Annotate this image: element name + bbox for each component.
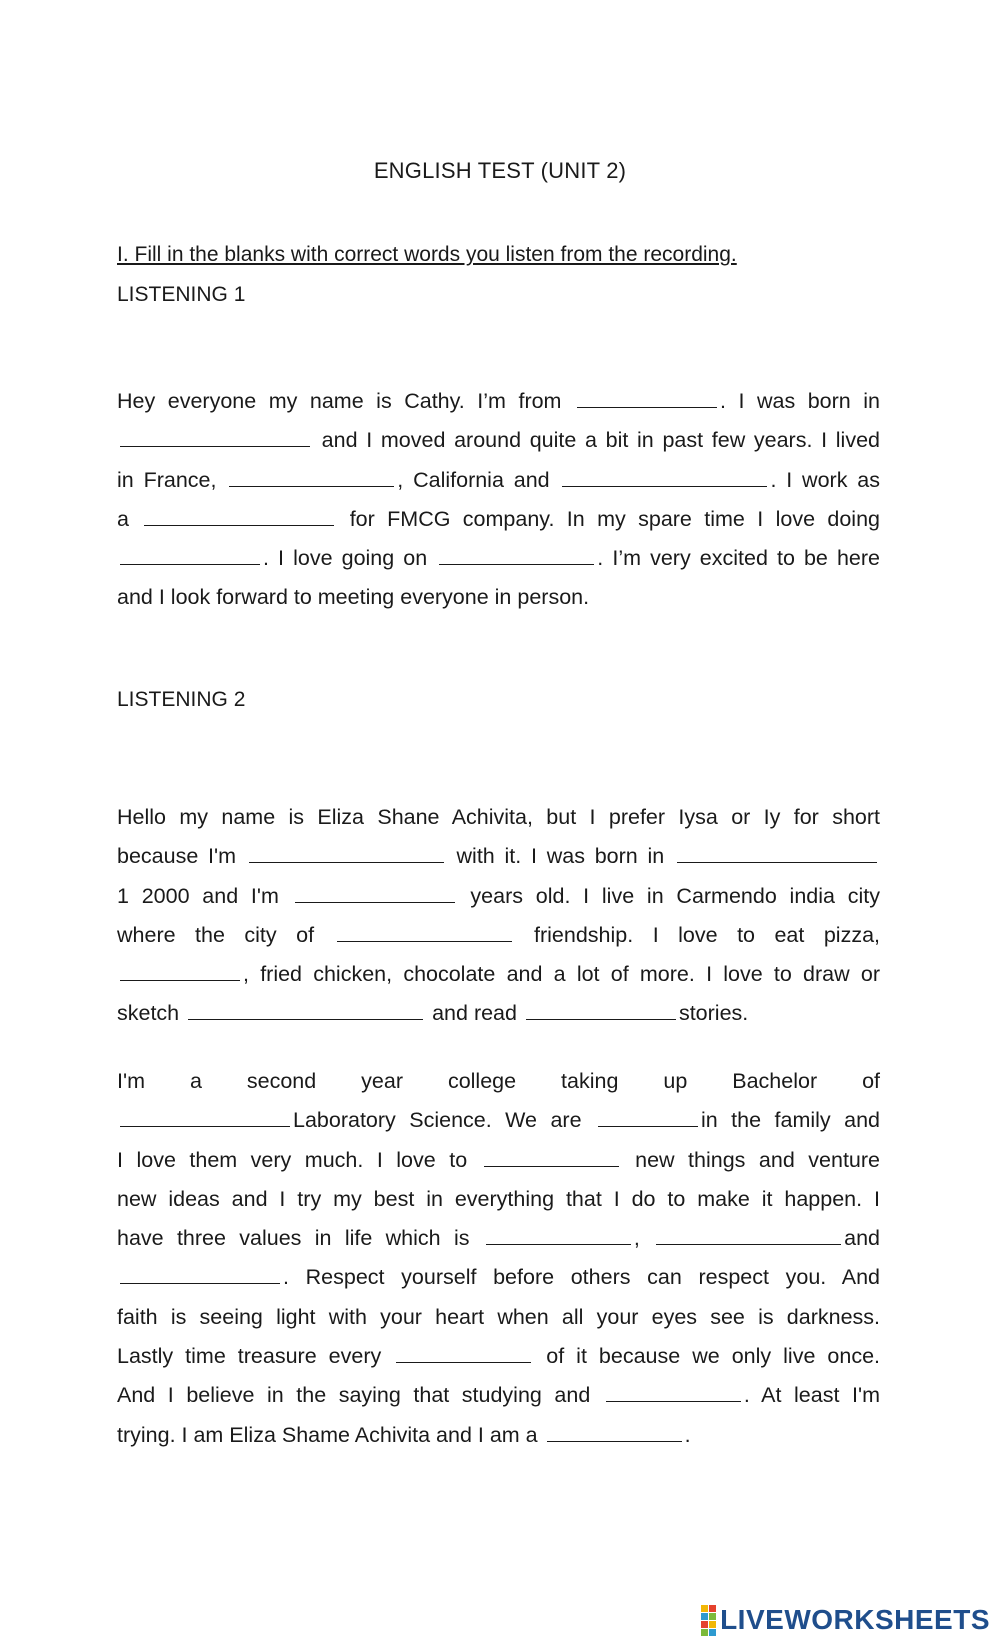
- listening-1-heading: LISTENING 1: [117, 283, 246, 306]
- text-segment: , fried chicken, chocolate and a lot of more. I love to draw or: [243, 962, 880, 987]
- logo-mark-icon: [701, 1605, 716, 1636]
- text-line: [117, 1101, 880, 1140]
- text-segment: trying. I am Eliza Shame Achivita and I am a: [117, 1422, 544, 1447]
- text-segment: . Respect yourself before others can respect you. And: [283, 1265, 880, 1290]
- answer-blank[interactable]: [606, 1383, 741, 1402]
- answer-blank[interactable]: [526, 1001, 676, 1020]
- answer-blank[interactable]: [144, 507, 334, 526]
- text-line: [117, 916, 880, 955]
- text-segment: of it because we only live once.: [534, 1344, 881, 1369]
- answer-blank[interactable]: [249, 844, 444, 863]
- text-segment: Hey everyone my name is Cathy. I’m from: [117, 389, 574, 413]
- text-segment: new ideas and I try my best in everything that I do to make it happen. I: [117, 1186, 880, 1211]
- text-segment: faith is seeing light with your heart when all your eyes see is darkness.: [117, 1304, 880, 1329]
- text-segment: Lastly time treasure every: [117, 1344, 394, 1369]
- answer-blank[interactable]: [229, 468, 394, 487]
- text-line: [117, 1337, 880, 1376]
- brand-name: LIVEWORKSHEETS: [720, 1604, 990, 1635]
- text-line: [117, 877, 880, 916]
- listening-1-passage: [117, 382, 880, 618]
- text-segment: with it. I was born in: [446, 844, 674, 869]
- text-segment: and read: [426, 1001, 523, 1026]
- text-segment: . I love going on: [263, 546, 437, 571]
- answer-blank[interactable]: [577, 389, 717, 408]
- answer-blank[interactable]: [120, 1108, 290, 1127]
- text-segment: . At least I'm: [743, 1383, 880, 1408]
- listening-2-passage: [117, 798, 880, 1034]
- text-segment: 1 2000 and I'm: [117, 883, 292, 908]
- answer-blank[interactable]: [439, 546, 594, 565]
- text-line: [117, 955, 880, 994]
- text-segment: And I believe in the saying that studying and: [117, 1383, 603, 1408]
- text-segment: and: [844, 1226, 880, 1251]
- text-segment: because I'm: [117, 844, 246, 869]
- page-title: ENGLISH TEST (UNIT 2): [373, 158, 627, 183]
- text-line: [117, 1062, 880, 1101]
- text-segment: ,: [633, 1226, 654, 1251]
- answer-blank[interactable]: [486, 1226, 631, 1245]
- answer-blank[interactable]: [120, 962, 240, 981]
- text-segment: sketch: [117, 1001, 186, 1026]
- text-line: [117, 421, 880, 460]
- text-segment: a: [117, 506, 142, 531]
- text-segment: for FMCG company. In my spare time I love doing: [337, 506, 880, 531]
- text-segment: . I’m very excited to be here: [597, 546, 880, 571]
- answer-blank[interactable]: [484, 1148, 619, 1167]
- answer-blank[interactable]: [120, 428, 310, 447]
- text-line: [117, 539, 880, 578]
- text-segment: years old. I live in Carmendo india city: [457, 883, 880, 908]
- text-segment: . I work as: [770, 467, 880, 492]
- text-line: [117, 837, 880, 876]
- text-segment: I love them very much. I love to: [117, 1147, 481, 1172]
- text-line: [117, 1298, 880, 1337]
- text-line: [117, 1141, 880, 1180]
- text-segment: .: [684, 1422, 691, 1447]
- answer-blank[interactable]: [120, 546, 260, 565]
- text-line: [117, 1416, 880, 1455]
- answer-blank[interactable]: [562, 468, 767, 487]
- text-segment: in France,: [117, 467, 227, 492]
- text-line: [117, 578, 880, 617]
- instruction: I. Fill in the blanks with correct words you listen from the recording.: [117, 243, 737, 266]
- text-segment: Laboratory Science. We are: [293, 1108, 595, 1133]
- text-segment: and I look forward to meeting everyone in person.: [117, 585, 590, 610]
- text-segment: stories.: [678, 1001, 749, 1026]
- text-segment: , California and: [397, 467, 560, 492]
- answer-blank[interactable]: [295, 884, 455, 903]
- text-line: [117, 798, 880, 837]
- answer-blank[interactable]: [188, 1001, 423, 1020]
- answer-blank[interactable]: [677, 844, 877, 863]
- text-segment: where the city of: [117, 922, 334, 947]
- answer-blank[interactable]: [656, 1226, 841, 1245]
- text-line: [117, 1180, 880, 1219]
- text-segment: I'm a second year college taking up Bachelor of: [117, 1069, 880, 1093]
- text-segment: . I was born in: [719, 389, 880, 413]
- text-segment: have three values in life which is: [117, 1226, 483, 1251]
- text-line: [117, 500, 880, 539]
- text-line: [117, 1376, 880, 1415]
- text-line: [117, 382, 880, 421]
- text-line: [117, 461, 880, 500]
- answer-blank[interactable]: [396, 1344, 531, 1363]
- text-line: [117, 1219, 880, 1258]
- listening-2-heading: LISTENING 2: [117, 688, 246, 711]
- text-segment: in the family and: [701, 1108, 880, 1133]
- text-segment: new things and venture: [621, 1147, 880, 1172]
- text-line: [117, 1258, 880, 1297]
- answer-blank[interactable]: [598, 1108, 698, 1127]
- text-segment: and I moved around quite a bit in past few years. I lived: [313, 428, 880, 453]
- listening-2-passage-continued: [117, 1062, 880, 1455]
- answer-blank[interactable]: [547, 1423, 682, 1442]
- text-segment: friendship. I love to eat pizza,: [514, 922, 880, 947]
- text-segment: Hello my name is Eliza Shane Achivita, but I prefer Iysa or Iy for short: [117, 805, 880, 829]
- answer-blank[interactable]: [337, 923, 512, 942]
- liveworksheets-logo: [701, 1603, 990, 1637]
- text-line: [117, 994, 880, 1033]
- answer-blank[interactable]: [120, 1265, 280, 1284]
